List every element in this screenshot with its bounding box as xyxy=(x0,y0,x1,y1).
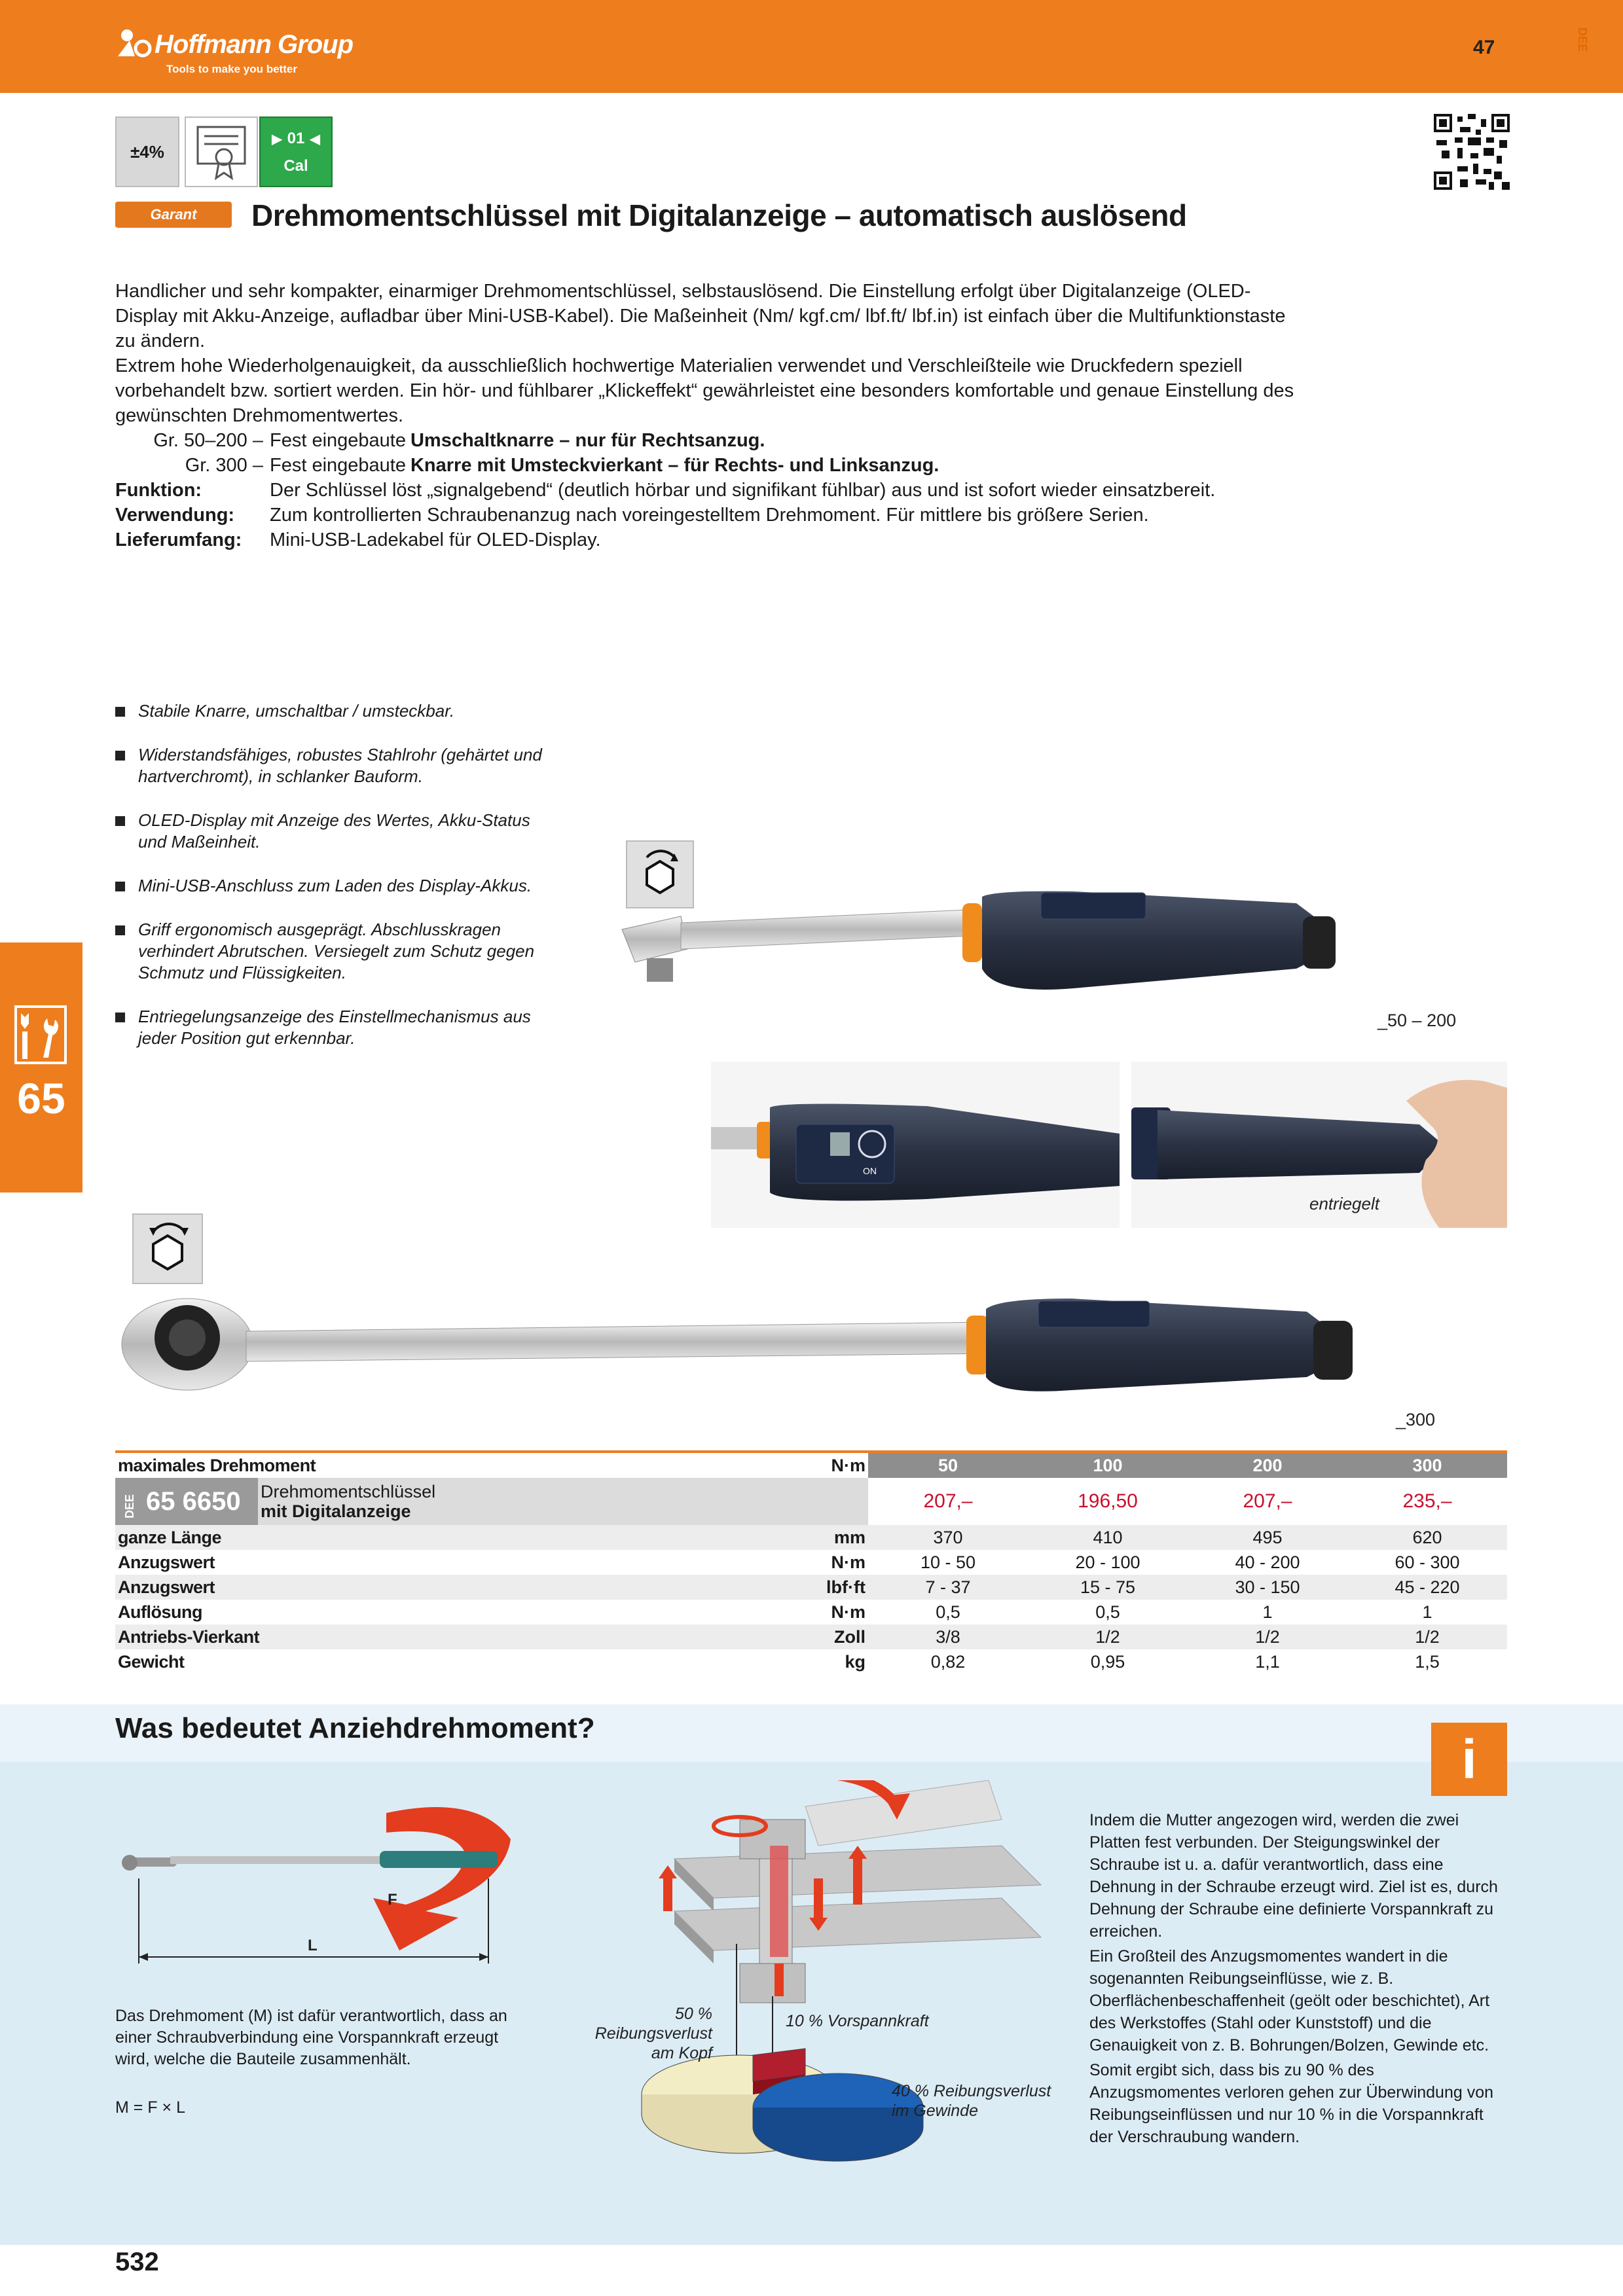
brand-name: Hoffmann Group xyxy=(155,30,354,59)
garant-logo: Garant xyxy=(115,202,232,228)
feature-text: Stabile Knarre, umschaltbar / umsteckbar. xyxy=(138,701,455,721)
language-code: DEE xyxy=(1576,27,1590,52)
article-prefix: DEE xyxy=(123,1494,137,1518)
row-value: 1,5 xyxy=(1415,1651,1440,1672)
feature-text: Widerstandsfähiges, robustes Stahlrohr (gehärtet und hartverchromt), in schlanker Bauform. xyxy=(138,745,542,786)
lieferumfang-text: Mini-USB-Ladekabel für OLED-Display. xyxy=(270,529,601,550)
info-title: Was bedeutet Anziehdrehmoment? xyxy=(115,1712,595,1744)
feature-list xyxy=(115,700,560,1071)
row-value: 45 - 220 xyxy=(1347,1575,1507,1600)
verwendung-text: Zum kontrollierten Schraubenanzug nach voreingestelltem Drehmoment. Für mittlere bis größere Serien. xyxy=(270,505,1149,526)
row-value: 1/2 xyxy=(1028,1624,1188,1649)
qr-code-icon[interactable] xyxy=(1434,114,1510,190)
size-header-300: 300 xyxy=(1347,1452,1507,1478)
info-paragraph-3: Somit ergibt sich, dass bis zu 90 % des Anzugsmomentes verloren gehen zur Überwindung von Reibungseinflüssen und nur 10 % in die Vorspannkraft der Verschraubung wandern. xyxy=(1089,2061,1494,2146)
intro-paragraph-1: Handlicher und sehr kompakter, einarmiger Drehmomentschlüssel, selbstauslösend. Die Einstellung erfolgt über Digitalanzeige (OLED-Display mit Akku-Anzeige, aufladbar über Mini-USB-Kabel). Die Maßeinheit (Nm/ kgf.cm/ lbf.ft/ lbf.in) ist einfach über die Multifunktionstaste zu ändern. xyxy=(115,281,1286,351)
size-300-note xyxy=(115,453,1307,478)
max-torque-unit: N·m xyxy=(831,1455,866,1475)
row-label: Antriebs-Vierkant xyxy=(115,1624,797,1649)
table-row xyxy=(115,1649,1507,1674)
row-value: 1 xyxy=(1422,1602,1432,1622)
torque-explanation: Das Drehmoment (M) ist dafür verantwortlich, dass an einer Schraubverbindung eine Vorspannkraft erzeugt wird, welche die Bauteile zusammenhält. xyxy=(115,2007,507,2068)
funktion-row xyxy=(115,478,1307,503)
row-value: 10 - 50 xyxy=(920,1552,976,1572)
row-value: 0,5 xyxy=(936,1602,960,1622)
feature-item xyxy=(115,1006,560,1049)
lever-length-label: L xyxy=(308,1937,318,1954)
table-row xyxy=(115,1550,1507,1575)
intro-paragraph-2: Extrem hohe Wiederholgenauigkeit, da ausschließlich hochwertige Materialien verwendet und Verschleißteile wie Druckfedern speziell vorbehandelt bzw. sortiert werden. Ein hör- und fühlbarer „Klickeffekt“ gewährleistet eine besonders komfortable und genaue Einstellung des gewünschten Drehmomentwertes. xyxy=(115,355,1294,426)
article-description xyxy=(258,1478,868,1525)
product-title: Drehmomentschlüssel mit Digitalanzeige – automatisch auslösend xyxy=(251,198,1187,232)
feature-text: Entriegelungsanzeige des Einstellmechanismus aus jeder Position gut erkennbar. xyxy=(138,1007,531,1048)
row-value: 0,5 xyxy=(1095,1602,1120,1622)
row-value: 30 - 150 xyxy=(1188,1575,1347,1600)
brand-tagline: Tools to make you better xyxy=(166,63,297,75)
feature-text: OLED-Display mit Anzeige des Wertes, Akku-Status und Maßeinheit. xyxy=(138,810,530,852)
feature-item xyxy=(115,875,560,897)
article-desc-line-2: mit Digitalanzeige xyxy=(261,1501,411,1521)
row-value: 410 xyxy=(1028,1525,1188,1550)
info-paragraph-2: Ein Großteil des Anzugsmomentes wandert in die sogenannten Reibungseinflüsse, wie z. B. Oberflächenbeschaffenheit (geölt oder beschichtet), Art des Werkstoffes (Stahl oder Kunststoff) und die Genauigkeit von z. B. Bohrungen/Bolzen, Gewinde etc. xyxy=(1089,1947,1490,2054)
row-value: 0,82 xyxy=(930,1651,966,1672)
catalog-page-number: 47 xyxy=(1473,37,1495,58)
info-paragraph-1: Indem die Mutter angezogen wird, werden die zwei Platten fest verbunden. Der Steigungswinkel der Schraube ist u. a. dafür verantwortlich, dass eine Dehnung in der Schraube erzeugt wird. Ziel ist es, durch Dehnung der Schraube eine definierte Vorspannkraft zu erreichen. xyxy=(1089,1811,1498,1941)
row-value: 1/2 xyxy=(1188,1624,1347,1649)
bullet-icon xyxy=(115,925,125,935)
friction-head-line-1: 50 % Reibungsverlust xyxy=(594,2005,712,2043)
size-50-200-note xyxy=(115,428,1307,453)
row-value: 495 xyxy=(1188,1525,1347,1550)
friction-thread-line-1: 40 % Reibungsverlust xyxy=(892,2082,1051,2100)
row-value: 370 xyxy=(868,1525,1028,1550)
funktion-text: Der Schlüssel löst „signalgebend“ (deutlich hörbar und signifikant fühlbar) aus und ist sofort wieder einsatzbereit. xyxy=(270,480,1216,501)
size-label-300: _300 xyxy=(1396,1410,1436,1429)
row-value: 15 - 75 xyxy=(1028,1575,1188,1600)
table-row xyxy=(115,1600,1507,1624)
size-label-50-200: _50 – 200 xyxy=(1377,1011,1457,1030)
article-desc-line-1: Drehmomentschlüssel xyxy=(261,1482,436,1501)
table-row xyxy=(115,1525,1507,1550)
info-text xyxy=(1089,1809,1508,2151)
row-label: Anzugswert xyxy=(118,1552,215,1572)
row-unit: N·m xyxy=(831,1552,866,1572)
tolerance-value: ±4% xyxy=(130,141,164,162)
table-row-max-torque xyxy=(115,1452,1507,1478)
row-label: Auflösung xyxy=(118,1602,202,1622)
torque-wrench-300-image xyxy=(115,1272,1510,1423)
row-value: 40 - 200 xyxy=(1235,1552,1300,1572)
table-row xyxy=(115,1624,1507,1649)
feature-item xyxy=(115,700,560,722)
tools-icon xyxy=(14,1005,67,1064)
feature-item xyxy=(115,744,560,787)
display-detail-photo xyxy=(711,1062,1120,1228)
product-description xyxy=(115,279,1307,552)
row-value: 1/2 xyxy=(1347,1624,1507,1649)
size-50-200-text: Fest eingebaute xyxy=(270,430,406,451)
size-header-200: 200 xyxy=(1188,1452,1347,1478)
arrow-left-icon: ◀ xyxy=(310,132,320,147)
force-label: F xyxy=(388,1891,397,1909)
row-value: 20 - 100 xyxy=(1075,1552,1140,1572)
bullet-icon xyxy=(115,816,125,826)
lieferumfang-label: Lieferumfang: xyxy=(115,529,242,550)
size-header-100: 100 xyxy=(1028,1452,1188,1478)
article-number: 65 6650 xyxy=(146,1486,241,1516)
row-value: 60 - 300 xyxy=(1395,1552,1460,1572)
row-unit: Zoll xyxy=(797,1624,868,1649)
table-row-article xyxy=(115,1478,1507,1525)
size-50-200-label: Gr. 50–200 – xyxy=(153,430,263,451)
entriegelt-caption: entriegelt xyxy=(1309,1194,1379,1213)
certificate-badge xyxy=(185,117,258,187)
row-value: 1,1 xyxy=(1255,1651,1280,1672)
max-torque-label: maximales Drehmoment xyxy=(118,1455,316,1475)
page-number: 532 xyxy=(115,2248,159,2276)
bullet-icon xyxy=(115,751,125,761)
size-50-200-bold: Umschaltknarre – nur für Rechtsanzug. xyxy=(410,430,765,451)
friction-thread-label xyxy=(892,2081,1051,2121)
preload-label: 10 % Vorspannkraft xyxy=(786,2012,929,2030)
row-value: 1 xyxy=(1262,1602,1273,1622)
size-header-50: 50 xyxy=(868,1452,1028,1478)
torque-lever-diagram xyxy=(111,1787,517,1970)
row-unit: N·m xyxy=(831,1602,866,1622)
bullet-icon xyxy=(115,1013,125,1022)
bullet-icon xyxy=(115,882,125,891)
row-value: 7 - 37 xyxy=(868,1575,1028,1600)
size-300-text: Fest eingebaute xyxy=(270,455,406,476)
row-label: Gewicht xyxy=(118,1651,185,1672)
row-value: 3/8 xyxy=(868,1624,1028,1649)
price-200: 207,– xyxy=(1243,1490,1292,1512)
certificate-icon xyxy=(186,118,257,186)
row-unit: lbf·ft xyxy=(797,1575,868,1600)
price-50: 207,– xyxy=(923,1490,973,1512)
friction-head-label xyxy=(562,2004,712,2063)
price-100: 196,50 xyxy=(1078,1490,1138,1512)
size-300-bold: Knarre mit Umsteckvierkant – für Rechts- und Linksanzug. xyxy=(410,455,939,476)
calibration-badge xyxy=(259,117,333,187)
row-value: 0,95 xyxy=(1090,1651,1125,1672)
friction-thread-line-2: im Gewinde xyxy=(892,2102,978,2120)
friction-head-line-2: am Kopf xyxy=(651,2044,712,2062)
row-value: 620 xyxy=(1347,1525,1507,1550)
bolt-friction-diagram xyxy=(622,1780,1080,2186)
table-row xyxy=(115,1575,1507,1600)
row-label: ganze Länge xyxy=(115,1525,797,1550)
hoffmann-logo-icon xyxy=(115,26,155,59)
feature-text: Griff ergonomisch ausgeprägt. Abschlusskragen verhindert Abrutschen. Versiegelt zum Schutz gegen Schmutz und Flüssigkeiten. xyxy=(138,920,535,982)
lieferumfang-row xyxy=(115,528,1307,552)
arrow-right-icon: ▶ xyxy=(272,132,282,147)
chapter-side-tab[interactable] xyxy=(0,942,82,1193)
price-300: 235,– xyxy=(1402,1490,1452,1512)
on-label: ON xyxy=(863,1166,877,1176)
torque-formula: M = F × L xyxy=(115,2098,185,2117)
row-unit: kg xyxy=(845,1651,866,1672)
calibration-code: 01 xyxy=(287,130,305,147)
feature-item xyxy=(115,919,560,984)
verwendung-label: Verwendung: xyxy=(115,505,235,526)
feature-item xyxy=(115,810,560,853)
tolerance-badge xyxy=(115,117,179,187)
article-number-cell[interactable] xyxy=(115,1478,258,1525)
funktion-label: Funktion: xyxy=(115,480,202,501)
row-unit: mm xyxy=(797,1525,868,1550)
calibration-label: Cal xyxy=(283,157,308,175)
row-label: Anzugswert xyxy=(115,1575,797,1600)
verwendung-row xyxy=(115,503,1307,528)
chapter-number: 65 xyxy=(17,1074,65,1122)
info-icon: i xyxy=(1431,1723,1507,1796)
spec-table xyxy=(115,1450,1507,1674)
bullet-icon xyxy=(115,707,125,717)
feature-text: Mini-USB-Anschluss zum Laden des Display-Akkus. xyxy=(138,876,532,895)
size-300-label: Gr. 300 – xyxy=(185,455,263,476)
